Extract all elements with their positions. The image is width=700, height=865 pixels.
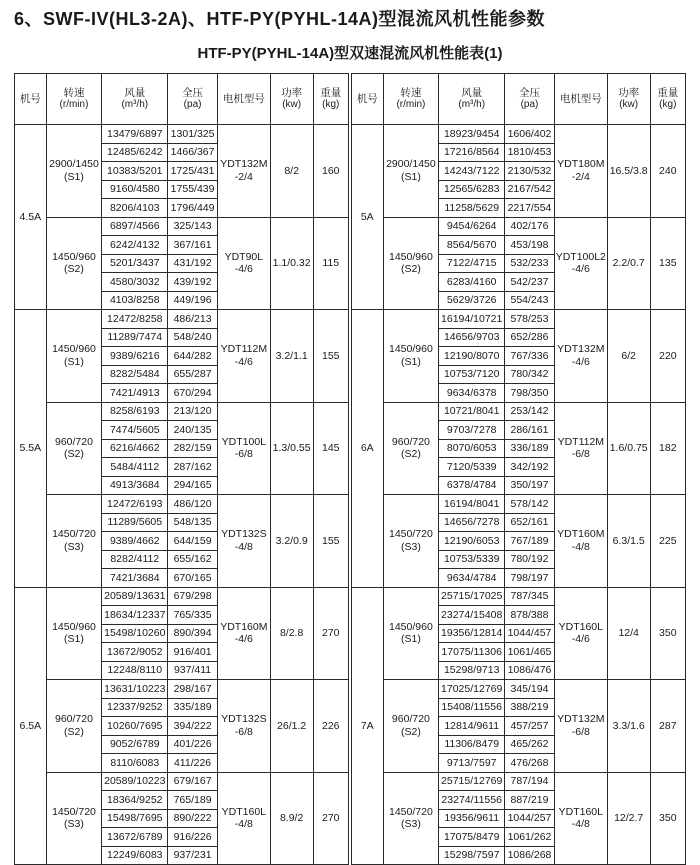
motor-model-cell: YDT132M -6/8 — [554, 680, 607, 773]
pressure-cell: 240/135 — [168, 421, 218, 440]
airflow-cell: 12472/8258 — [102, 310, 168, 329]
airflow-cell: 19356/12814 — [439, 624, 505, 643]
pressure-cell: 554/243 — [505, 291, 555, 310]
power-cell: 6.3/1.5 — [607, 495, 650, 588]
pressure-cell: 679/167 — [168, 772, 218, 791]
pressure-cell: 411/226 — [168, 754, 218, 773]
pressure-cell: 1466/367 — [168, 143, 218, 162]
speed-cell: 1450/960 (S1) — [46, 587, 102, 680]
airflow-cell: 11306/8479 — [439, 735, 505, 754]
airflow-cell: 11289/5605 — [102, 513, 168, 532]
motor-model-cell: YDT160L -4/8 — [554, 772, 607, 865]
pressure-cell: 548/135 — [168, 513, 218, 532]
motor-model-cell: YDT160L -4/6 — [554, 587, 607, 680]
airflow-cell: 9634/6378 — [439, 384, 505, 403]
performance-table — [14, 73, 349, 865]
airflow-cell: 9389/4662 — [102, 532, 168, 551]
weight-cell: 220 — [650, 310, 685, 403]
table-row — [15, 402, 349, 421]
pressure-cell: 1606/402 — [505, 125, 555, 144]
pressure-cell: 1044/457 — [505, 624, 555, 643]
airflow-cell: 16194/10721 — [439, 310, 505, 329]
pressure-cell: 890/222 — [168, 809, 218, 828]
airflow-cell: 15498/7695 — [102, 809, 168, 828]
pressure-cell: 2217/554 — [505, 199, 555, 218]
speed-cell: 1450/960 (S1) — [383, 310, 439, 403]
pressure-cell: 578/253 — [505, 310, 555, 329]
airflow-cell: 14656/7278 — [439, 513, 505, 532]
speed-cell: 2900/1450 (S1) — [383, 125, 439, 218]
model-cell: 7A — [352, 587, 384, 865]
motor-model-cell: YDT132S -6/8 — [217, 680, 270, 773]
pressure-cell: 394/222 — [168, 717, 218, 736]
motor-model-cell: YDT112M -6/8 — [554, 402, 607, 495]
airflow-cell: 4103/8258 — [102, 291, 168, 310]
airflow-cell: 5201/3437 — [102, 254, 168, 273]
power-cell: 1.1/0.32 — [270, 217, 313, 310]
airflow-cell: 15298/7597 — [439, 846, 505, 865]
pressure-cell: 439/192 — [168, 273, 218, 292]
pressure-cell: 342/192 — [505, 458, 555, 477]
airflow-cell: 4913/3684 — [102, 476, 168, 495]
airflow-cell: 10753/5339 — [439, 550, 505, 569]
airflow-cell: 7474/5605 — [102, 421, 168, 440]
table-row — [352, 402, 686, 421]
pressure-cell: 325/143 — [168, 217, 218, 236]
airflow-cell: 17216/8564 — [439, 143, 505, 162]
model-cell: 6.5A — [15, 587, 47, 865]
pressure-cell: 878/388 — [505, 606, 555, 625]
airflow-cell: 13631/10223 — [102, 680, 168, 699]
airflow-cell: 10260/7695 — [102, 717, 168, 736]
header-cell: 转速 (r/min) — [46, 74, 102, 125]
pressure-cell: 787/194 — [505, 772, 555, 791]
weight-cell: 160 — [313, 125, 348, 218]
airflow-cell: 12472/6193 — [102, 495, 168, 514]
pressure-cell: 787/345 — [505, 587, 555, 606]
header-cell: 重量 (kg) — [650, 74, 685, 125]
pressure-cell: 401/226 — [168, 735, 218, 754]
header-cell: 重量 (kg) — [313, 74, 348, 125]
motor-model-cell: YDT132S -4/8 — [217, 495, 270, 588]
airflow-cell: 5484/4112 — [102, 458, 168, 477]
motor-model-cell: YDT160L -4/8 — [217, 772, 270, 865]
power-cell: 3.3/1.6 — [607, 680, 650, 773]
motor-model-cell: YDT160M -4/6 — [217, 587, 270, 680]
pressure-cell: 655/162 — [168, 550, 218, 569]
pressure-cell: 298/167 — [168, 680, 218, 699]
pressure-cell: 336/189 — [505, 439, 555, 458]
power-cell: 3.2/1.1 — [270, 310, 313, 403]
airflow-cell: 25715/17025 — [439, 587, 505, 606]
pressure-cell: 367/161 — [168, 236, 218, 255]
airflow-cell: 8110/6083 — [102, 754, 168, 773]
table-row — [15, 495, 349, 514]
header-cell: 全压 (pa) — [505, 74, 555, 125]
header-cell: 机号 — [15, 74, 47, 125]
power-cell: 12/4 — [607, 587, 650, 680]
speed-cell: 1450/720 (S3) — [46, 772, 102, 865]
weight-cell: 155 — [313, 310, 348, 403]
motor-model-cell: YDT90L -4/6 — [217, 217, 270, 310]
airflow-cell: 10383/5201 — [102, 162, 168, 181]
airflow-cell: 5629/3726 — [439, 291, 505, 310]
pressure-cell: 476/268 — [505, 754, 555, 773]
power-cell: 1.3/0.55 — [270, 402, 313, 495]
weight-cell: 287 — [650, 680, 685, 773]
pressure-cell: 578/142 — [505, 495, 555, 514]
header-cell: 功率 (kw) — [270, 74, 313, 125]
motor-model-cell: YDT180M -2/4 — [554, 125, 607, 218]
speed-cell: 1450/960 (S2) — [46, 217, 102, 310]
pressure-cell: 1301/325 — [168, 125, 218, 144]
motor-model-cell: YDT100L -6/8 — [217, 402, 270, 495]
motor-model-cell: YDT112M -4/6 — [217, 310, 270, 403]
pressure-cell: 644/282 — [168, 347, 218, 366]
pressure-cell: 798/350 — [505, 384, 555, 403]
header-cell: 全压 (pa) — [168, 74, 218, 125]
airflow-cell: 15298/9713 — [439, 661, 505, 680]
power-cell: 16.5/3.8 — [607, 125, 650, 218]
table-row — [352, 772, 686, 791]
pressure-cell: 887/219 — [505, 791, 555, 810]
pressure-cell: 765/189 — [168, 791, 218, 810]
pressure-cell: 916/226 — [168, 828, 218, 847]
pressure-cell: 287/162 — [168, 458, 218, 477]
pressure-cell: 286/161 — [505, 421, 555, 440]
page-title: 6、SWF-IV(HL3-2A)、HTF-PY(PYHL-14A)型混流风机性能参数 — [14, 9, 546, 29]
pressure-cell: 453/198 — [505, 236, 555, 255]
pressure-cell: 213/120 — [168, 402, 218, 421]
performance-table-left — [14, 73, 349, 865]
weight-cell: 155 — [313, 495, 348, 588]
airflow-cell: 8070/6053 — [439, 439, 505, 458]
header-cell: 功率 (kw) — [607, 74, 650, 125]
pressure-cell: 1061/262 — [505, 828, 555, 847]
table-row — [15, 772, 349, 791]
airflow-cell: 17075/8479 — [439, 828, 505, 847]
table-row — [352, 310, 686, 329]
performance-table — [351, 73, 686, 865]
table-title: HTF-PY(PYHL-14A)型双速混流风机性能表(1) — [197, 45, 503, 62]
speed-cell: 1450/720 (S3) — [383, 495, 439, 588]
speed-cell: 2900/1450 (S1) — [46, 125, 102, 218]
airflow-cell: 7421/3684 — [102, 569, 168, 588]
weight-cell: 115 — [313, 217, 348, 310]
pressure-cell: 2130/532 — [505, 162, 555, 181]
airflow-cell: 23274/11556 — [439, 791, 505, 810]
airflow-cell: 10721/8041 — [439, 402, 505, 421]
pressure-cell: 486/120 — [168, 495, 218, 514]
power-cell: 12/2.7 — [607, 772, 650, 865]
airflow-cell: 6378/4784 — [439, 476, 505, 495]
airflow-cell: 7421/4913 — [102, 384, 168, 403]
airflow-cell: 9389/6216 — [102, 347, 168, 366]
pressure-cell: 767/189 — [505, 532, 555, 551]
pressure-cell: 1725/431 — [168, 162, 218, 181]
tables-container — [14, 73, 686, 865]
pressure-cell: 465/262 — [505, 735, 555, 754]
airflow-cell: 12249/6083 — [102, 846, 168, 865]
pressure-cell: 765/335 — [168, 606, 218, 625]
airflow-cell: 12485/6242 — [102, 143, 168, 162]
model-cell: 6A — [352, 310, 384, 588]
pressure-cell: 532/233 — [505, 254, 555, 273]
airflow-cell: 8258/6193 — [102, 402, 168, 421]
airflow-cell: 9634/4784 — [439, 569, 505, 588]
pressure-cell: 780/342 — [505, 365, 555, 384]
airflow-cell: 13672/6789 — [102, 828, 168, 847]
motor-model-cell: YDT132M -4/6 — [554, 310, 607, 403]
pressure-cell: 282/159 — [168, 439, 218, 458]
power-cell: 8.9/2 — [270, 772, 313, 865]
model-cell: 5.5A — [15, 310, 47, 588]
airflow-cell: 8564/5670 — [439, 236, 505, 255]
pressure-cell: 798/197 — [505, 569, 555, 588]
pressure-cell: 916/401 — [168, 643, 218, 662]
speed-cell: 1450/960 (S1) — [383, 587, 439, 680]
pressure-cell: 548/240 — [168, 328, 218, 347]
airflow-cell: 12565/6283 — [439, 180, 505, 199]
airflow-cell: 6242/4132 — [102, 236, 168, 255]
airflow-cell: 9160/4580 — [102, 180, 168, 199]
model-cell: 4.5A — [15, 125, 47, 310]
airflow-cell: 19356/9611 — [439, 809, 505, 828]
weight-cell: 145 — [313, 402, 348, 495]
weight-cell: 135 — [650, 217, 685, 310]
speed-cell: 1450/960 (S2) — [383, 217, 439, 310]
pressure-cell: 457/257 — [505, 717, 555, 736]
airflow-cell: 18634/12337 — [102, 606, 168, 625]
airflow-cell: 16194/8041 — [439, 495, 505, 514]
weight-cell: 270 — [313, 587, 348, 680]
table-row — [15, 217, 349, 236]
table-row — [15, 680, 349, 699]
airflow-cell: 14243/7122 — [439, 162, 505, 181]
motor-model-cell: YDT160M -4/8 — [554, 495, 607, 588]
table-row — [352, 680, 686, 699]
airflow-cell: 9703/7278 — [439, 421, 505, 440]
speed-cell: 1450/720 (S3) — [383, 772, 439, 865]
airflow-cell: 10753/7120 — [439, 365, 505, 384]
pressure-cell: 780/192 — [505, 550, 555, 569]
airflow-cell: 17075/11306 — [439, 643, 505, 662]
airflow-cell: 9454/6264 — [439, 217, 505, 236]
pressure-cell: 542/237 — [505, 273, 555, 292]
airflow-cell: 7120/5339 — [439, 458, 505, 477]
model-cell: 5A — [352, 125, 384, 310]
header-row — [352, 74, 686, 125]
speed-cell: 1450/720 (S3) — [46, 495, 102, 588]
airflow-cell: 11289/7474 — [102, 328, 168, 347]
airflow-cell: 25715/12769 — [439, 772, 505, 791]
pressure-cell: 253/142 — [505, 402, 555, 421]
power-cell: 3.2/0.9 — [270, 495, 313, 588]
airflow-cell: 12337/9252 — [102, 698, 168, 717]
weight-cell: 350 — [650, 772, 685, 865]
pressure-cell: 1086/268 — [505, 846, 555, 865]
pressure-cell: 655/287 — [168, 365, 218, 384]
pressure-cell: 644/159 — [168, 532, 218, 551]
power-cell: 26/1.2 — [270, 680, 313, 773]
weight-cell: 226 — [313, 680, 348, 773]
airflow-cell: 12248/8110 — [102, 661, 168, 680]
pressure-cell: 388/219 — [505, 698, 555, 717]
pressure-cell: 1810/453 — [505, 143, 555, 162]
airflow-cell: 15408/11556 — [439, 698, 505, 717]
table-row — [15, 587, 349, 606]
airflow-cell: 17025/12769 — [439, 680, 505, 699]
weight-cell: 270 — [313, 772, 348, 865]
airflow-cell: 9713/7597 — [439, 754, 505, 773]
pressure-cell: 767/336 — [505, 347, 555, 366]
airflow-cell: 13672/9052 — [102, 643, 168, 662]
pressure-cell: 1755/439 — [168, 180, 218, 199]
speed-cell: 960/720 (S2) — [383, 680, 439, 773]
pressure-cell: 350/197 — [505, 476, 555, 495]
weight-cell: 240 — [650, 125, 685, 218]
pressure-cell: 2167/542 — [505, 180, 555, 199]
pressure-cell: 670/165 — [168, 569, 218, 588]
airflow-cell: 8282/4112 — [102, 550, 168, 569]
pressure-cell: 1796/449 — [168, 199, 218, 218]
airflow-cell: 4580/3032 — [102, 273, 168, 292]
header-row — [15, 74, 349, 125]
table-row — [352, 495, 686, 514]
airflow-cell: 7122/4715 — [439, 254, 505, 273]
table-row — [352, 217, 686, 236]
weight-cell: 182 — [650, 402, 685, 495]
airflow-cell: 18923/9454 — [439, 125, 505, 144]
table-row — [15, 310, 349, 329]
airflow-cell: 8282/5484 — [102, 365, 168, 384]
power-cell: 6/2 — [607, 310, 650, 403]
pressure-cell: 294/165 — [168, 476, 218, 495]
header-cell: 风量 (m³/h) — [102, 74, 168, 125]
pressure-cell: 890/394 — [168, 624, 218, 643]
airflow-cell: 6897/4566 — [102, 217, 168, 236]
airflow-cell: 15498/10260 — [102, 624, 168, 643]
motor-model-cell: YDT100L2 -4/6 — [554, 217, 607, 310]
pressure-cell: 679/298 — [168, 587, 218, 606]
pressure-cell: 652/286 — [505, 328, 555, 347]
airflow-cell: 23274/15408 — [439, 606, 505, 625]
pressure-cell: 937/411 — [168, 661, 218, 680]
speed-cell: 960/720 (S2) — [46, 680, 102, 773]
airflow-cell: 9052/6789 — [102, 735, 168, 754]
table-row — [352, 125, 686, 144]
pressure-cell: 486/213 — [168, 310, 218, 329]
airflow-cell: 6283/4160 — [439, 273, 505, 292]
airflow-cell: 20589/13631 — [102, 587, 168, 606]
airflow-cell: 11258/5629 — [439, 199, 505, 218]
pressure-cell: 670/294 — [168, 384, 218, 403]
pressure-cell: 431/192 — [168, 254, 218, 273]
weight-cell: 225 — [650, 495, 685, 588]
table-row — [15, 125, 349, 144]
pressure-cell: 335/189 — [168, 698, 218, 717]
airflow-cell: 13479/6897 — [102, 125, 168, 144]
speed-cell: 1450/960 (S1) — [46, 310, 102, 403]
power-cell: 2.2/0.7 — [607, 217, 650, 310]
weight-cell: 350 — [650, 587, 685, 680]
airflow-cell: 12814/9611 — [439, 717, 505, 736]
pressure-cell: 1061/465 — [505, 643, 555, 662]
performance-table-right — [351, 73, 686, 865]
airflow-cell: 20589/10223 — [102, 772, 168, 791]
power-cell: 1.6/0.75 — [607, 402, 650, 495]
pressure-cell: 937/231 — [168, 846, 218, 865]
airflow-cell: 12190/6053 — [439, 532, 505, 551]
header-cell: 电机型号 — [217, 74, 270, 125]
airflow-cell: 12190/8070 — [439, 347, 505, 366]
table-row — [352, 587, 686, 606]
airflow-cell: 14656/9703 — [439, 328, 505, 347]
airflow-cell: 6216/4662 — [102, 439, 168, 458]
pressure-cell: 1044/257 — [505, 809, 555, 828]
pressure-cell: 449/196 — [168, 291, 218, 310]
motor-model-cell: YDT132M -2/4 — [217, 125, 270, 218]
speed-cell: 960/720 (S2) — [46, 402, 102, 495]
pressure-cell: 345/194 — [505, 680, 555, 699]
airflow-cell: 8206/4103 — [102, 199, 168, 218]
pressure-cell: 402/176 — [505, 217, 555, 236]
header-cell: 电机型号 — [554, 74, 607, 125]
speed-cell: 960/720 (S2) — [383, 402, 439, 495]
pressure-cell: 1086/476 — [505, 661, 555, 680]
airflow-cell: 18364/9252 — [102, 791, 168, 810]
power-cell: 8/2 — [270, 125, 313, 218]
header-cell: 机号 — [352, 74, 384, 125]
header-cell: 风量 (m³/h) — [439, 74, 505, 125]
pressure-cell: 652/161 — [505, 513, 555, 532]
header-cell: 转速 (r/min) — [383, 74, 439, 125]
power-cell: 8/2.8 — [270, 587, 313, 680]
